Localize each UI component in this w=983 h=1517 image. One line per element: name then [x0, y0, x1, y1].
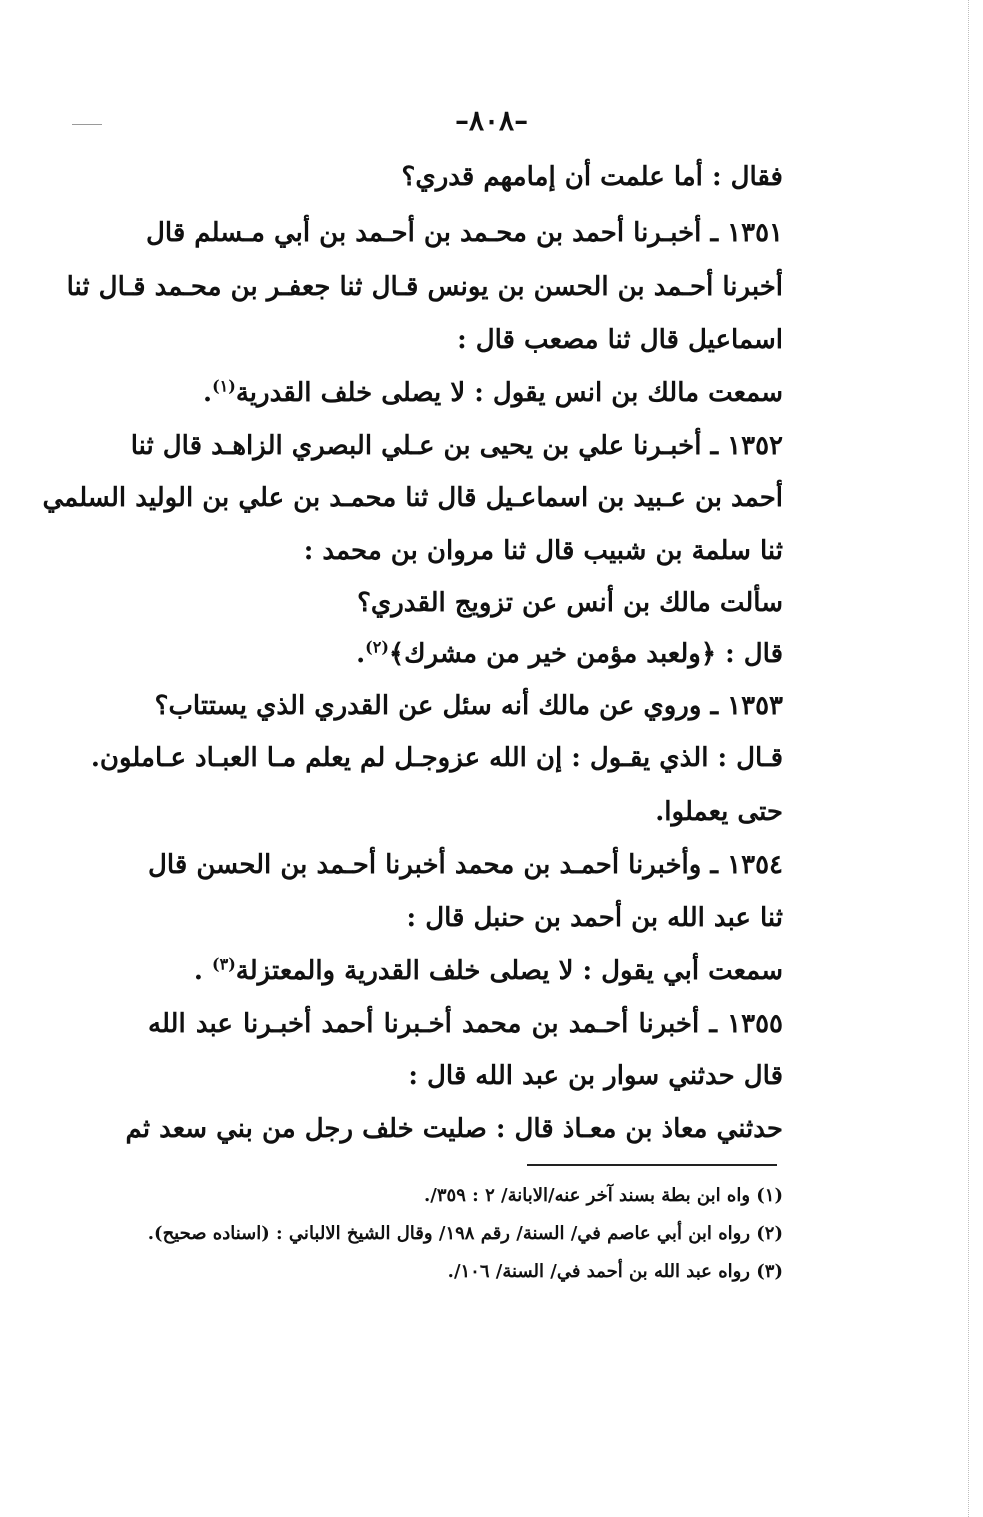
footnote-reference[interactable]: (٣): [212, 954, 236, 974]
line-text: قال : ﴿ولعبد مؤمن خير من مشرك﴾: [388, 639, 783, 669]
text-line: [118, 1056, 783, 1096]
line-text: قـال : الذي يقـول : إن الله عزوجـل لم يعلم مـا العبـاد عـاملون.: [90, 743, 783, 773]
scan-edge-line: [968, 0, 969, 1517]
footnote: (١) واه ابن بطة بسند آخر عنه/الابانة/ ٢ : ٣٥٩/.: [424, 1185, 783, 1206]
text-line: [148, 686, 783, 726]
text-line: [148, 634, 783, 674]
text-line: [90, 738, 783, 778]
footnote: (٢) رواه ابن أبي عاصم في/ السنة/ رقم ١٩٨/ وقال الشيخ الالباني : (اسناده صحيح).: [147, 1223, 783, 1244]
line-punctuation: .: [203, 378, 213, 408]
line-punctuation: .: [193, 956, 213, 986]
text-line: [66, 267, 783, 307]
line-text: أخبرنا أحـمد بن الحسن بن يونس قـال ثنا جعفـر بن محـمد قـال ثنا: [66, 272, 783, 302]
line-text: حدثني معاذ بن معـاذ قال : صليت خلف رجل من بني سعد ثم: [125, 1114, 783, 1144]
line-text: سمعت مالك بن انس يقول : لا يصلى خلف القدرية: [235, 378, 783, 408]
text-line: [148, 213, 783, 253]
text-line: [148, 845, 783, 885]
line-text: ١٣٥٤ ـ وأخبرنا أحمـد بن محمد أخبرنا أحـمد بن الحسن قال: [148, 850, 783, 880]
line-text: قال حدثني سوار بن عبد الله قال :: [408, 1061, 783, 1091]
text-line: [118, 320, 783, 360]
footnote-reference[interactable]: (٢): [365, 637, 389, 657]
line-text: ثنا سلمة بن شبيب قال ثنا مروان بن محمد :: [303, 536, 783, 566]
text-line: [118, 898, 783, 938]
line-text: ١٣٥٥ ـ أخبرنا أحـمد بن محمد أخـبرنا أحمد أخبـرنا عبد الله: [148, 1009, 783, 1039]
text-line: [148, 583, 783, 623]
line-text: ١٣٥٣ ـ وروي عن مالك أنه سئل عن القدري الذي يستتاب؟: [154, 691, 783, 721]
line-text: ١٣٥٢ ـ أخبـرنا علي بن يحيى بن عـلي البصري الزاهـد قال ثنا: [130, 431, 783, 461]
line-text: اسماعيل قال ثنا مصعب قال :: [457, 325, 783, 355]
line-text: ١٣٥١ ـ أخبـرنا أحمد بن محـمد بن أحـمد بن أبي مـسلم قال: [146, 218, 783, 248]
text-line: [125, 1109, 783, 1149]
text-line: [118, 157, 783, 197]
footnote-separator: [527, 1164, 777, 1166]
line-text: أحمد بن عـبيد بن اسماعـيل قال ثنا محمـد بن علي بن الوليد السلمي: [42, 483, 783, 513]
text-line: [42, 478, 783, 518]
line-text: فقال : أما علمت أن إمامهم قدري؟: [401, 162, 783, 192]
text-line: [148, 373, 783, 413]
line-text: سمعت أبي يقول : لا يصلى خلف القدرية والمعتزلة: [235, 956, 783, 986]
line-punctuation: .: [356, 639, 366, 669]
text-line: [118, 792, 783, 832]
line-text: حتى يعملوا.: [655, 797, 783, 827]
footnote-reference[interactable]: (١): [212, 376, 236, 396]
text-line: [148, 951, 783, 991]
page-number: –٨٠٨–: [454, 104, 529, 137]
line-text: سألت مالك بن أنس عن تزويج القدري؟: [357, 588, 783, 618]
footnote: (٣) رواه عبد الله بن أحمد في/ السنة/ ١٠٦/.: [447, 1261, 783, 1282]
text-line: [118, 531, 783, 571]
text-line: [148, 1004, 783, 1044]
text-line: [130, 426, 783, 466]
line-text: ثنا عبد الله بن أحمد بن حنبل قال :: [406, 903, 783, 933]
